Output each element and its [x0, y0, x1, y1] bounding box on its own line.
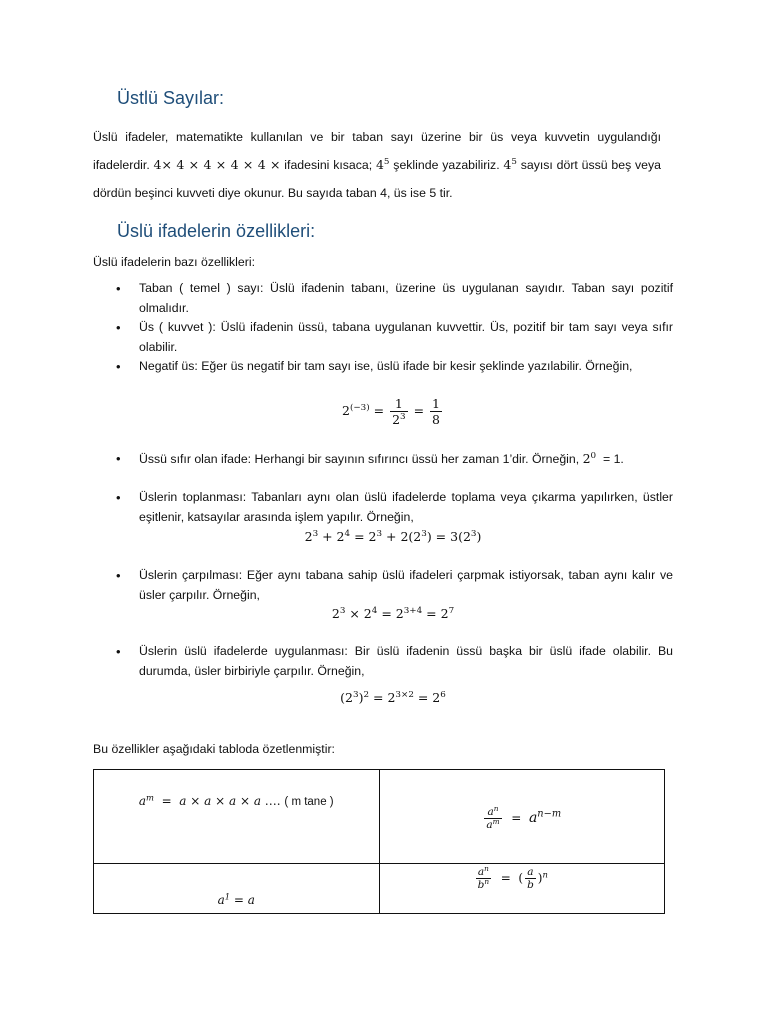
equation-multiplication: $2^3 \times 2^4 = 2^{3+4} = 2^7$: [331, 606, 455, 621]
equation-addition: $2^3 + 2^4 = 2^3 + 2(2^3) = 3(2^3)$: [304, 529, 482, 544]
bullet-taban: • Taban ( temel ) sayı: Üslü ifadenin tabanı, üzerine üs uygulanan sayıdır. Taban sayı pozitif olmalıdır.: [139, 279, 673, 318]
heading-ozellikler: Üslü ifadelerin özellikleri:: [117, 221, 316, 241]
equation-negative-exponent: $2^{(-3)}$ = $\frac{1}{2^3}$ = $\frac{1}{8}$: [341, 396, 440, 427]
summary-lead: Bu özellikler aşağıdaki tabloda özetlenmiştir:: [93, 742, 335, 756]
table-cell-power-one: $a^1 = a$: [94, 864, 380, 914]
bullet-toplama: • Üslerin toplanması: Tabanları aynı olan üslü ifadelerde toplama veya çıkarma yapılırken, üstler eşitlenir, katsayılar arasında işlem yapılır. Örneğin,: [139, 488, 673, 527]
bullet-negatif-us: • Negatif üs: Eğer üs negatif bir tam sayı ise, üslü ifade bir kesir şeklinde yazılabilir. Örneğin,: [139, 357, 673, 377]
bullet-us-uslu: • Üslerin üslü ifadelerde uygulanması: Bir üslü ifadenin üssü başka bir üslü ifade olabilir. Bu durumda, üsler birbiriyle çarpılır. Örneğin,: [139, 642, 673, 681]
intro-power-2: $4^5$: [503, 157, 517, 172]
table-cell-fraction-power: $\frac{a^n}{b^n}$ = ( $\frac{a}{b}$ )$^n$: [379, 864, 665, 914]
heading-ustlu-sayilar: Üstlü Sayılar:: [117, 88, 225, 108]
intro-power: $4^5$: [375, 157, 390, 172]
equation-power-of-power: $(2^3)^2 = 2^{3\times 2} = 2^6$: [340, 690, 446, 705]
properties-lead: Üslü ifadelerin bazı özellikleri:: [93, 255, 255, 269]
intro-expression: 4× 4 × 4 × 4 × 4 ×: [153, 157, 281, 172]
summary-table: [93, 769, 665, 914]
table-cell-division: $\frac{a^n}{a^m}$ = $a^{n-m}$: [379, 770, 665, 864]
table-cell-product: $a^m = a \times a \times a \times a$ …. ( m tane ): [94, 770, 380, 864]
bullet-carpma: • Üslerin çarpılması: Eğer aynı tabana sahip üslü ifadeleri çarpmak istiyorsak, taban aynı kalır ve üsler çarpılır. Örneğin,: [139, 566, 673, 605]
bullet-sifir-us: • Üssü sıfır olan ifade: Herhangi bir sayının sıfırıncı üssü her zaman 1’dir. Örneğin, $2^0 = 1$.: [139, 449, 673, 470]
bullet-us: • Üs ( kuvvet ): Üslü ifadenin üssü, tabana uygulanan kuvvettir. Üs, pozitif bir tam sayı veya sıfır olabilir.: [139, 318, 673, 357]
intro-paragraph: Üslü ifadeler, matematikte kullanılan ve bir taban sayı üzerine bir üs veya kuvvetin uygulandığı ifadelerdir. 4× 4 × 4 × 4 × 4 × ifadesini kısaca; $4^5$ şeklinde yazabiliriz. $4^5$ sayısı dört üssü beş veya dördün beşinci kuvveti diye okunur. Bu sayıda taban 4, üs ise 5 tir.: [93, 130, 661, 200]
